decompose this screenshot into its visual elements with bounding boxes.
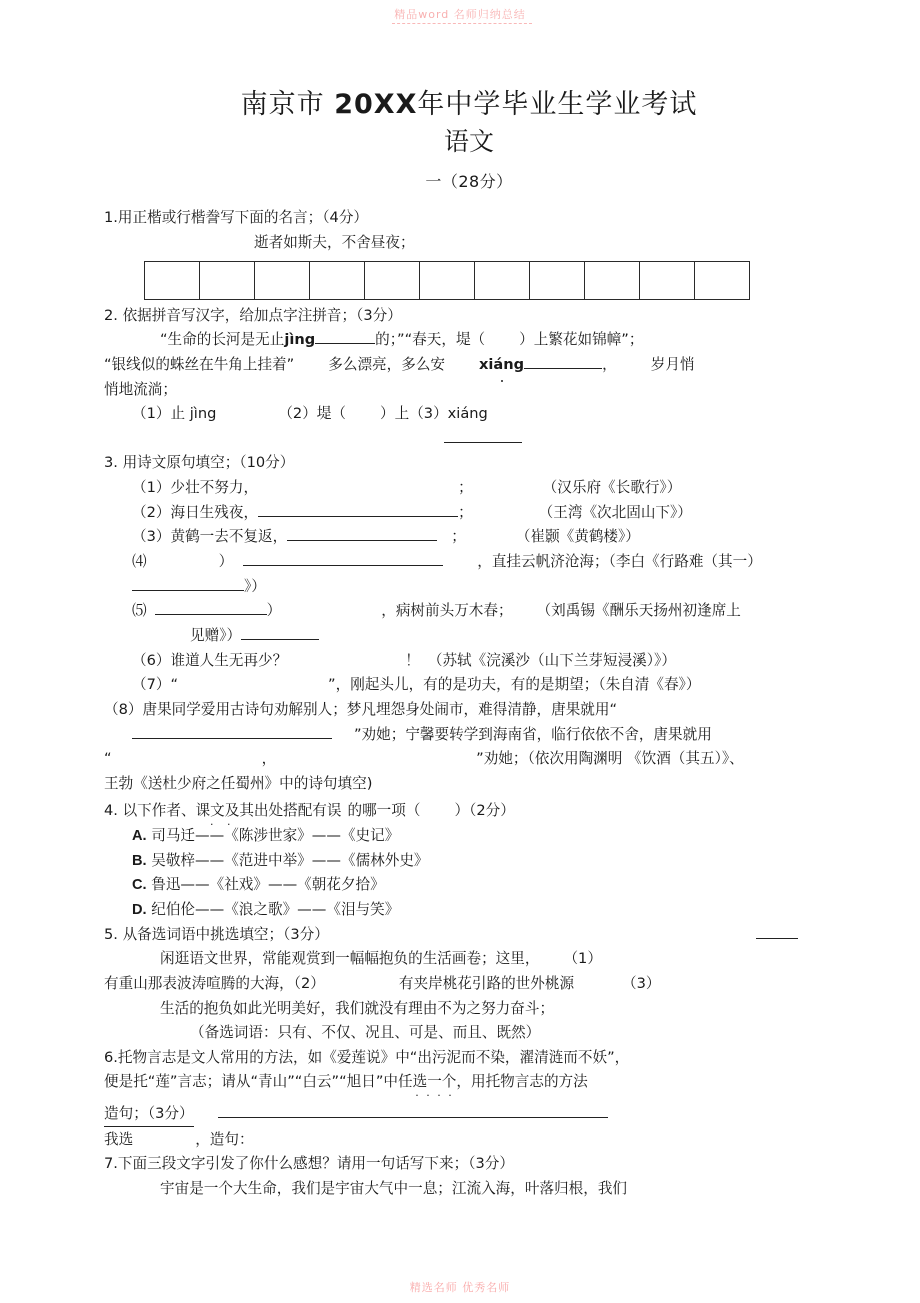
item-label: （2） — [132, 503, 171, 521]
q3-blank-8a[interactable] — [132, 738, 332, 739]
page-title — [104, 86, 834, 124]
q2-sub-2b: ）上 — [380, 405, 410, 423]
question-7-body: 宇宙是一个大生命，我们是宇宙大气中一息；江流入海，叶落归根，我们 — [160, 1180, 628, 1198]
question-3-item-8-line-2 — [104, 723, 834, 747]
item-source: （崔颢《黄鹤楼》） — [515, 528, 640, 546]
q3-blank-1[interactable] — [258, 491, 458, 492]
question-5-line-2 — [104, 972, 834, 996]
q3-blank-8b[interactable] — [112, 762, 262, 763]
item-text: （6）谁道人生无再少？ — [132, 651, 288, 669]
question-3-item-2 — [104, 501, 834, 525]
q3-blank-8c[interactable] — [276, 762, 476, 763]
item-text: 海日生残夜， — [170, 503, 259, 521]
grid-cell[interactable] — [255, 261, 310, 299]
item-source: （朱自清《春》） — [598, 676, 701, 694]
question-3-item-3 — [104, 525, 834, 549]
item-tail: ！ — [405, 651, 420, 669]
question-2-answer-blank-row — [104, 427, 834, 451]
q3-blank-4b[interactable] — [132, 590, 244, 591]
item-label: （3） — [132, 528, 171, 546]
bottom-watermark: 精选名师 优秀名师 — [409, 1281, 511, 1294]
question-3-item-4 — [104, 550, 834, 574]
q2-sub-2: （2）堤（ — [278, 405, 346, 423]
q3-blank-7[interactable] — [178, 688, 328, 689]
item-source-cont: 见赠》） — [190, 626, 242, 644]
item-tail: ； — [458, 479, 473, 497]
q3-blank-4[interactable] — [243, 565, 443, 566]
q2-text-d: “银线似的蛛丝在牛角上挂着” — [104, 355, 295, 373]
q2-text-b: 的；”“春天，堤（ — [375, 331, 486, 349]
q5-text-a: 闲逛语文世界，常能观赏到一幅幅抱负的生活画卷；这里， — [160, 950, 540, 968]
q3-blank-5b[interactable] — [241, 639, 319, 640]
question-7-stem: 7.下面三段文字引发了你什么感想？请用一句话写下来；（3分） — [104, 1155, 514, 1173]
item-source: （刘禹锡《酬乐天扬州初逢席上 — [536, 602, 741, 620]
question-5-line-3: 生活的抱负如此光明美好，我们就没有理由不为之努力奋斗； — [160, 999, 555, 1017]
item-text: ”劝她；宁馨要转学到海南省，临行依依不舍，唐果就用 — [354, 725, 712, 743]
item-text: ”，刚起头儿，有的是功夫，有的是期望； — [328, 676, 599, 694]
option-letter: A. — [132, 828, 147, 845]
grid-cell[interactable] — [640, 261, 695, 299]
q6-text-c: ，用托物言志的方法 — [456, 1073, 588, 1091]
item-source: （王湾《次北固山下》） — [538, 503, 692, 521]
top-watermark: 精品word 名师归纳总结 — [394, 8, 526, 21]
grid-cell[interactable] — [420, 261, 475, 299]
grid-cell[interactable] — [310, 261, 365, 299]
item-text: ”劝她；（依次用陶渊明 《饮酒（其五）》、 — [476, 750, 744, 768]
q2-text-c: ）上繁花如锦幛”； — [519, 331, 644, 349]
q4-stem-b: 的哪一项（ — [347, 802, 421, 820]
q6-label-underlined: 造句；（3分） — [104, 1102, 194, 1127]
title-prefix: 南京市 — [240, 89, 335, 120]
q2-text-a: “生命的长河是无止 — [160, 331, 285, 349]
q5-text-c: 有夹岸桃花引路的世外桃源 — [398, 974, 575, 992]
question-3-item-6 — [104, 649, 834, 673]
grid-cell[interactable] — [475, 261, 530, 299]
grid-cell[interactable] — [530, 261, 585, 299]
question-5-word-bank: （备选词语：只有、不仅、况且、可是、而且、既然） — [190, 1024, 541, 1042]
question-6-line-3 — [104, 1102, 834, 1127]
q2-pinyin-xiang: xiáng — [479, 353, 524, 377]
question-2-line-1 — [104, 328, 834, 352]
q6-text-b: 选一个 · · · · — [413, 1070, 457, 1094]
page-subtitle: 语文 — [443, 127, 494, 157]
question-5-stem: 5. 从备选词语中挑选填空；（3分） — [104, 925, 329, 943]
q5-text-b: 有重山那表波涛喧腾的大海，（2） — [104, 974, 325, 992]
question-6-line-4 — [104, 1128, 834, 1152]
option-letter: D. — [132, 901, 147, 918]
q2-sub-1: （1）止 jìng — [132, 405, 217, 423]
question-1-quote: 逝者如斯夫，不舍昼夜； — [254, 233, 415, 251]
option-letter: B. — [132, 852, 147, 869]
item-source: （汉乐府《长歌行》） — [542, 479, 682, 497]
comma: ， — [261, 750, 277, 768]
grid-cell[interactable] — [365, 261, 420, 299]
question-3-item-5 — [104, 599, 834, 623]
question-6-line-1: 6.托物言志是文人常用的方法，如《爱莲说》中“出污泥而不染，濯清涟而不妖”， — [104, 1048, 630, 1066]
title-year: 20XX — [334, 89, 418, 120]
item-label: （7）“ — [132, 676, 179, 694]
item-paren: ） — [218, 553, 234, 571]
question-3-item-7 — [104, 673, 834, 697]
item-tail: ； — [458, 503, 473, 521]
handwriting-grid[interactable] — [144, 261, 750, 300]
item-label: （1） — [132, 479, 171, 497]
item-label: ⑷ — [132, 553, 147, 571]
quote-open: “ — [104, 750, 112, 768]
question-3-item-8-line-4: 王勃《送杜少府之任蜀州》中的诗句填空) — [104, 774, 373, 792]
item-text: 黄鹤一去不复返， — [170, 528, 288, 546]
q2-text-f: ， — [602, 355, 617, 373]
question-1-stem: 1.用正楷或行楷誊写下面的名言；（4分） — [104, 209, 369, 227]
q2-text-e: 多么漂亮，多么安 — [328, 355, 446, 373]
item-paren: ） — [266, 602, 282, 620]
option-text: 纪伯伦——《浪之歌》——《泪与笑》 — [151, 900, 400, 918]
question-3-item-8-line-1: （8）唐果同学爱用古诗句劝解别人；梦凡埋怨身处闹市，难得清静，唐果就用“ — [104, 700, 618, 718]
option-text: 司马迁——《陈涉世家》——《史记》 — [151, 827, 400, 845]
q2-sub-3: （3）xiáng — [409, 405, 488, 423]
question-4-option-c[interactable] — [104, 873, 834, 898]
question-2-line-3: 悄地流淌； — [104, 380, 177, 398]
item-text: ，直挂云帆济沧海； — [477, 553, 609, 571]
q4-stem-c: ）（2分） — [454, 802, 515, 820]
table-row — [145, 261, 750, 299]
question-4-stem — [104, 799, 834, 823]
question-3-item-5-cont — [104, 624, 834, 648]
question-3-stem: 3. 用诗文原句填空；（10分） — [104, 454, 295, 472]
q2-text-g: 岁月悄 — [650, 355, 695, 373]
question-5-stem-row — [104, 923, 834, 947]
question-2-line-2 — [104, 353, 834, 377]
q3-blank-5[interactable] — [155, 614, 267, 615]
q3-blank-3[interactable] — [287, 540, 437, 541]
item-source-cont: 》） — [244, 577, 266, 595]
q5-blank-top[interactable] — [756, 938, 798, 939]
question-2-subitems — [104, 402, 834, 426]
option-letter: C. — [132, 877, 147, 894]
option-text: 吴敬梓——《范进中举》——《儒林外史》 — [151, 851, 429, 869]
question-3-item-1 — [104, 476, 834, 500]
grid-cell[interactable] — [145, 261, 200, 299]
option-text: 鲁迅——《社戏》——《朝花夕拾》 — [151, 876, 385, 894]
question-2-stem: 2. 依据拼音写汉字，给加点字注拼音；（3分） — [104, 306, 402, 324]
item-source: （李白《行路难（其一） — [608, 553, 762, 571]
q3-blank-2[interactable] — [258, 516, 458, 517]
section-heading: 一（28分） — [425, 172, 513, 192]
item-text: ，病树前头万木春； — [381, 602, 513, 620]
q2-blank-1[interactable] — [315, 343, 375, 344]
title-suffix: 年中学毕业生学业考试 — [417, 89, 698, 120]
q6-sentence-label: ，造句： — [195, 1130, 254, 1148]
question-3-item-8-line-3 — [104, 747, 834, 771]
question-5-line-1 — [104, 947, 834, 971]
q2-blank-2[interactable] — [524, 368, 602, 369]
handwriting-grid-wrapper — [144, 261, 834, 300]
item-tail: ； — [451, 528, 466, 546]
question-6-line-2 — [104, 1070, 834, 1094]
grid-cell[interactable] — [695, 261, 750, 299]
q6-answer-blank[interactable] — [218, 1117, 608, 1118]
q6-choose-label: 我选 — [104, 1130, 134, 1148]
item-text: 少壮不努力， — [170, 479, 259, 497]
item-label: ⑸ — [132, 602, 147, 620]
question-4-option-d[interactable] — [104, 898, 834, 923]
q5-slot-3: （3） — [622, 974, 661, 992]
grid-cell[interactable] — [585, 261, 640, 299]
question-3-item-4-cont — [104, 575, 834, 599]
q2-pinyin-jing: jìng — [284, 331, 316, 349]
q2-blank-3[interactable] — [444, 442, 522, 443]
q4-stem-a: 4. 以下作者、课文及其出处搭配有误 · · — [104, 799, 341, 823]
question-4-option-b[interactable] — [104, 849, 834, 874]
q6-text-a: 便是托“莲”言志；请从“青山”“白云”“旭日”中任 — [104, 1073, 413, 1091]
item-source: （苏轼《浣溪沙（山下兰芽短浸溪）》） — [427, 651, 676, 669]
q5-slot-1: （1） — [563, 950, 602, 968]
grid-cell[interactable] — [200, 261, 255, 299]
